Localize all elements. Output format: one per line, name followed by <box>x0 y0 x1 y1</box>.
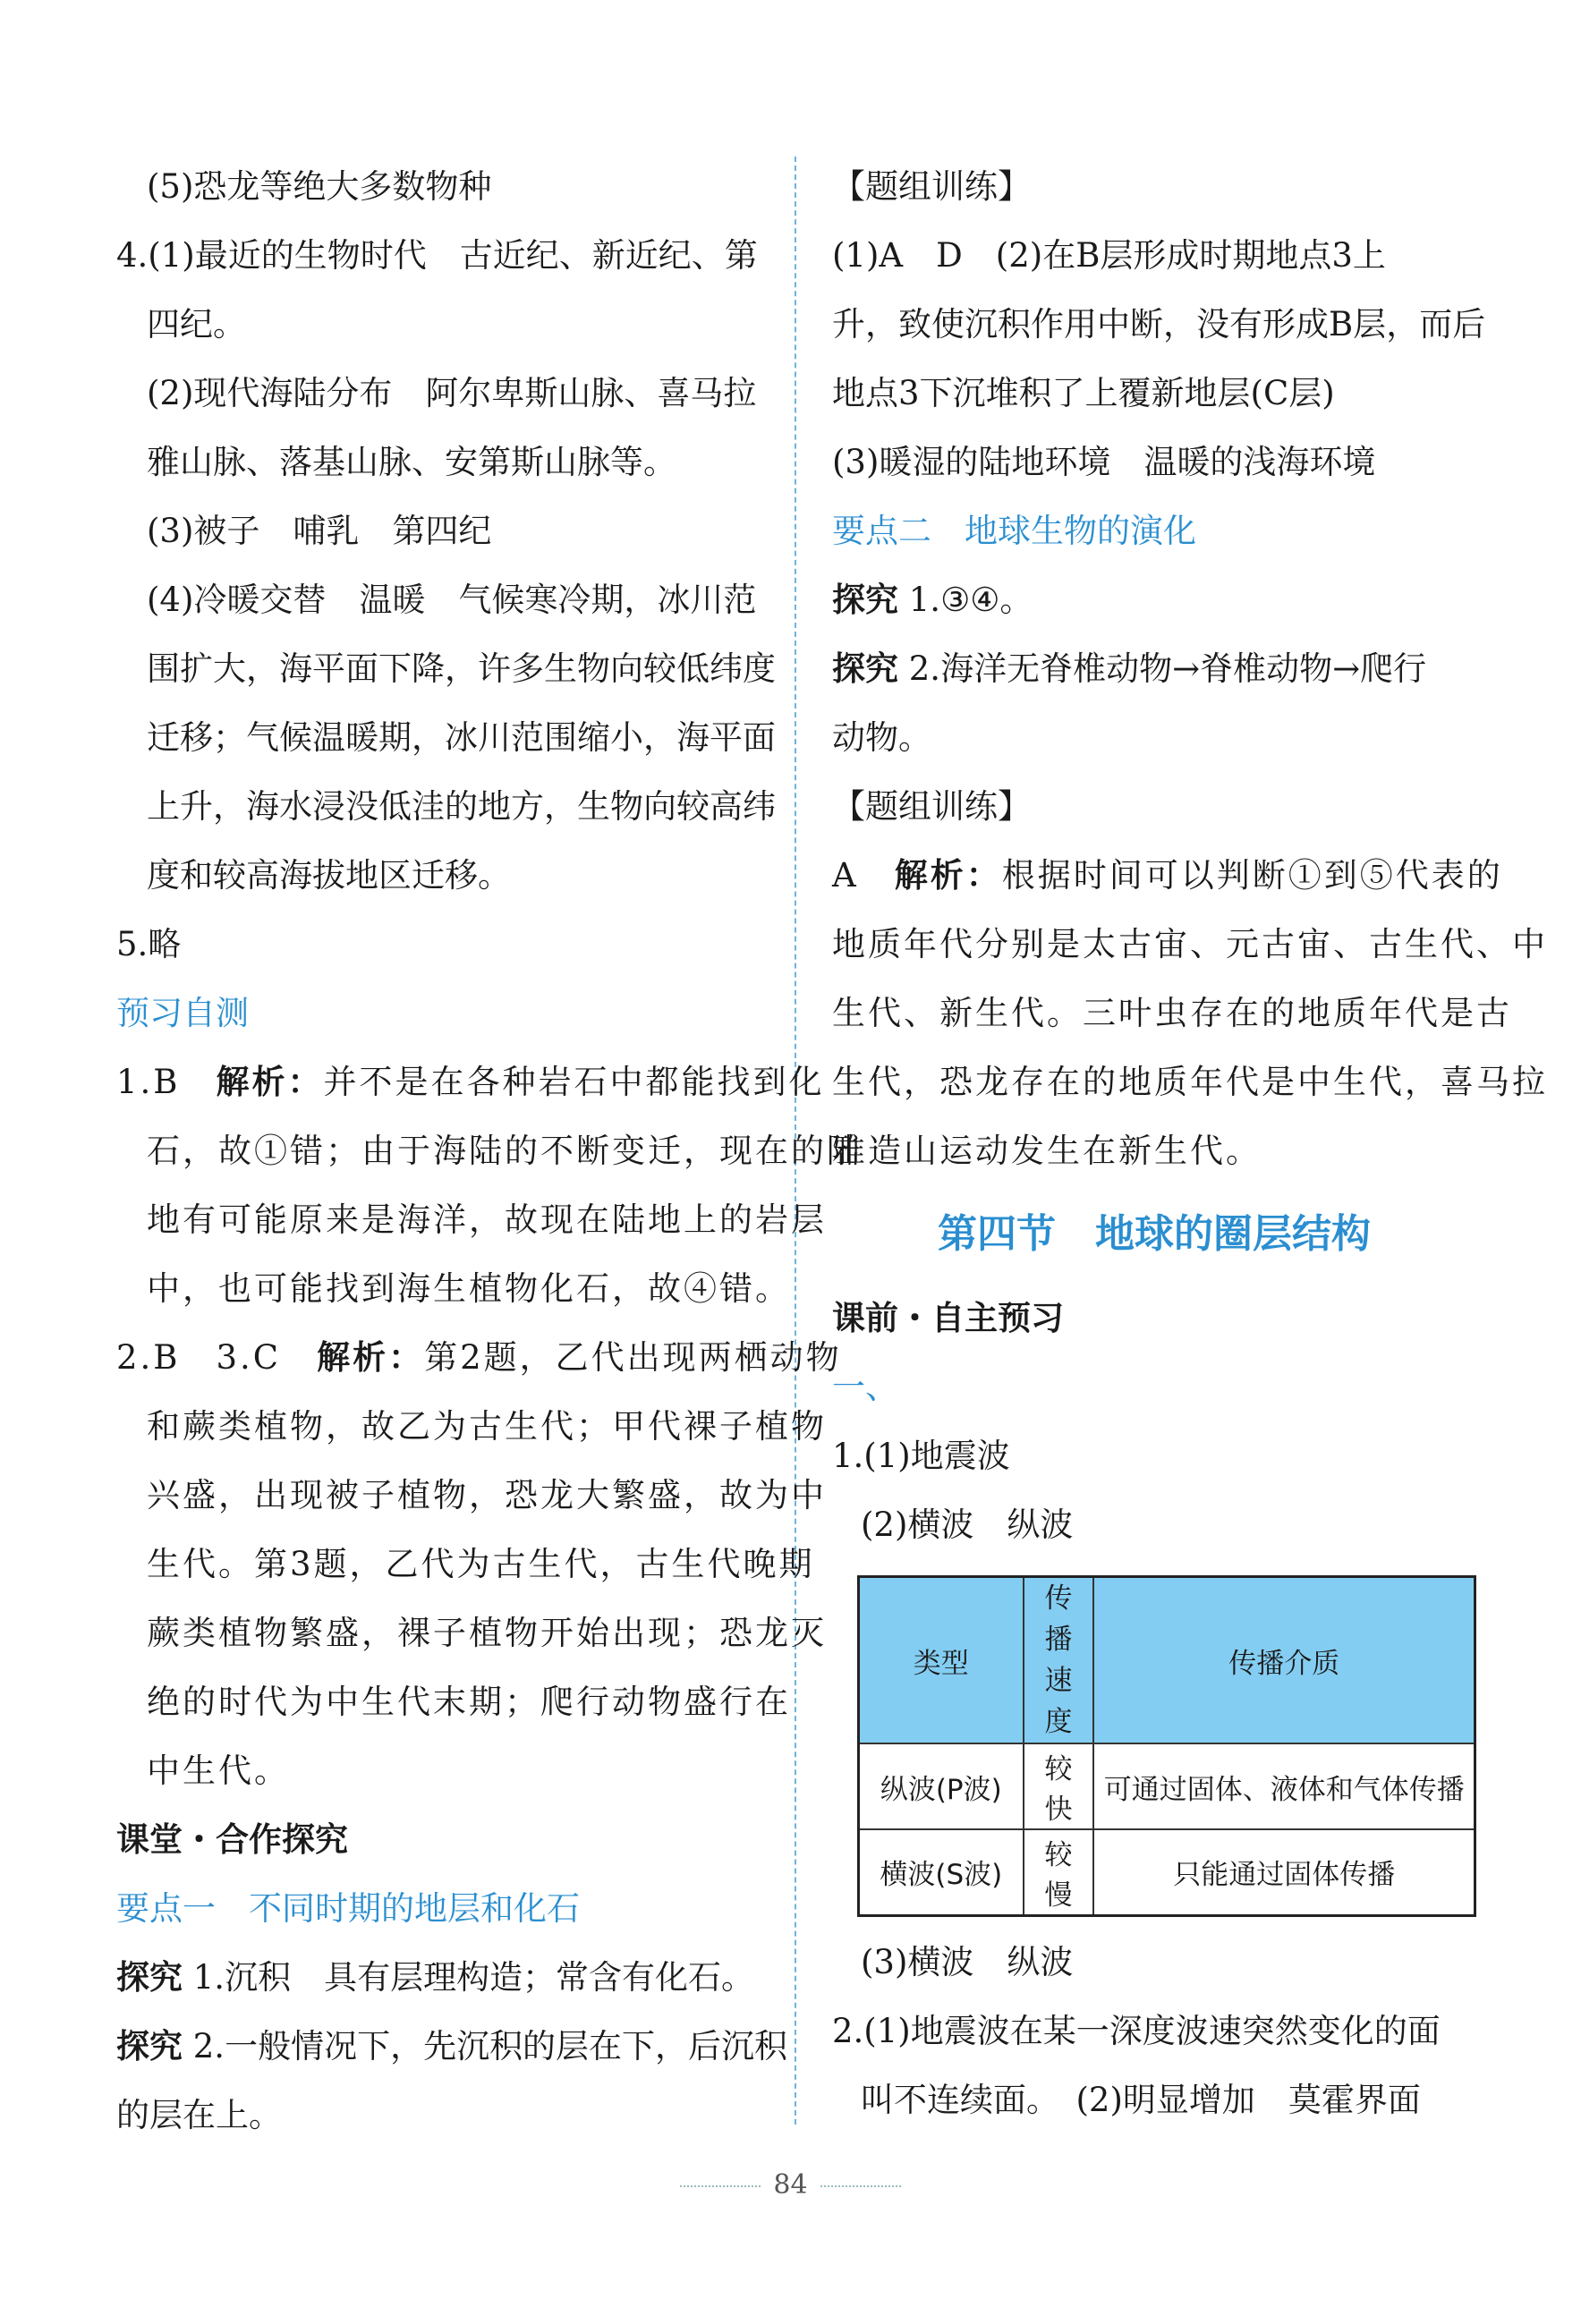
explore-line <box>832 565 1476 634</box>
answer-line: 地点3下沉堆积了上覆新地层(C层) <box>832 374 1335 412</box>
explore-line <box>832 634 1476 703</box>
answer-line: 蕨类植物繁盛，裸子植物开始出现；恐龙灭 <box>147 1614 827 1652</box>
table-row <box>859 1743 1475 1829</box>
answer-key: 1.B <box>116 1063 217 1101</box>
cell-type: 横波(S波) <box>859 1829 1024 1915</box>
explore-text: 2.一般情况下，先沉积的层在下，后沉积 <box>183 2027 788 2065</box>
header-speed: 传播 速度 <box>1024 1577 1094 1744</box>
explore-line: 的层在上。 <box>116 2096 282 2134</box>
group-training-heading: 【题组训练】 <box>832 787 1031 826</box>
analysis-label: 解析： <box>216 1063 324 1101</box>
group-training-heading: 【题组训练】 <box>832 167 1031 206</box>
answer-line <box>832 841 1503 910</box>
answer-line: (4)冷暖交替 温暖 气候寒冷期，冰川范 <box>147 581 757 619</box>
answer-line: 升，致使沉积作用中断，没有形成B层，而后 <box>832 305 1486 344</box>
answer-line: 雅山脉、落基山脉、安第斯山脉等。 <box>147 443 676 481</box>
answer-line: (5)恐龙等绝大多数物种 <box>147 167 492 206</box>
answer-line: 2.(1)地震波在某一深度波速突然变化的面 <box>832 2011 1441 2050</box>
seismic-wave-table <box>857 1575 1476 1917</box>
class-heading: 课堂・合作探究 <box>116 1820 348 1859</box>
cell-medium: 只能通过固体传播 <box>1093 1829 1475 1915</box>
right-column <box>832 152 1548 2134</box>
answer-line: 度和较高海拔地区迁移。 <box>147 856 511 895</box>
header-type: 类型 <box>859 1577 1024 1744</box>
answer-line: 绝的时代为中生代末期；爬行动物盛行在 <box>147 1683 791 1721</box>
explore-label: 探究 <box>116 2027 183 2065</box>
analysis-label: 解析： <box>894 856 1002 895</box>
answer-key: A <box>832 856 895 895</box>
analysis-text: 第2题，乙代出现两栖动物 <box>424 1338 842 1377</box>
answer-line: 中生代。 <box>147 1751 290 1790</box>
answer-line <box>116 1323 842 1392</box>
page-number <box>0 2169 1581 2201</box>
point2-heading: 要点二 地球生物的演化 <box>832 512 1196 550</box>
table-row <box>859 1829 1475 1915</box>
part-one-heading: 一、 <box>832 1368 898 1406</box>
page-number-text: 84 <box>773 2169 808 2201</box>
table-header-row <box>859 1577 1475 1744</box>
answer-line: 叫不连续面。 (2)明显增加 莫霍界面 <box>861 2080 1421 2119</box>
analysis-text: 根据时间可以判断①到⑤代表的 <box>1001 856 1503 895</box>
answer-line: 1.(1)地震波 <box>832 1437 1010 1475</box>
answer-line: (1)A D (2)在B层形成时期地点3上 <box>832 236 1386 275</box>
left-column <box>116 152 863 2150</box>
dotted-rule <box>820 2185 901 2187</box>
answer-line: 四纪。 <box>147 305 246 344</box>
answer-line: 上升，海水浸没低洼的地方，生物向较高纬 <box>147 787 776 826</box>
answer-line: 5.略 <box>116 925 182 963</box>
explore-text: 1.③④。 <box>898 581 1033 619</box>
answer-line: (3)暖湿的陆地环境 温暖的浅海环境 <box>832 443 1376 481</box>
cell-speed: 较慢 <box>1024 1829 1094 1915</box>
header-medium: 传播介质 <box>1093 1577 1475 1744</box>
pre-class-heading: 课前・自主预习 <box>832 1299 1064 1337</box>
cell-speed: 较快 <box>1024 1743 1094 1829</box>
preview-heading: 预习自测 <box>116 994 249 1032</box>
cell-type: 纵波(P波) <box>859 1743 1024 1829</box>
answer-line: 生代。第3题，乙代为古生代，古生代晚期 <box>147 1545 815 1583</box>
answer-line: 生代，恐龙存在的地质年代是中生代，喜马拉 <box>832 1063 1548 1101</box>
answer-line: 4.(1)最近的生物时代 古近纪、新近纪、第 <box>116 236 758 275</box>
answer-line: (3)横波 纵波 <box>861 1942 1074 1981</box>
answer-line: (2)横波 纵波 <box>861 1506 1074 1544</box>
point1-heading: 要点一 不同时期的地层和化石 <box>116 1889 580 1928</box>
answer-key: 2.B 3.C <box>116 1338 318 1377</box>
dotted-rule <box>680 2185 761 2187</box>
answer-line: 和蕨类植物，故乙为古生代；甲代裸子植物 <box>147 1407 827 1446</box>
answer-line: (2)现代海陆分布 阿尔卑斯山脉、喜马拉 <box>147 374 757 412</box>
answer-line: 中，也可能找到海生植物化石，故④错。 <box>147 1269 791 1308</box>
answer-line: 围扩大，海平面下降，许多生物向较低纬度 <box>147 649 776 688</box>
analysis-label: 解析： <box>317 1338 425 1377</box>
explore-label: 探究 <box>116 1958 183 1997</box>
answer-line: 生代、新生代。三叶虫存在的地质年代是古 <box>832 994 1512 1032</box>
answer-line: 兴盛，出现被子植物，恐龙大繁盛，故为中 <box>147 1476 827 1514</box>
explore-line <box>116 1943 769 2012</box>
answer-line: 石，故①错；由于海陆的不断变迁，现在的陆 <box>147 1132 863 1170</box>
answer-line: 地有可能原来是海洋，故现在陆地上的岩层 <box>147 1200 827 1239</box>
answer-line: 地质年代分别是太古宙、元古宙、古生代、中 <box>832 925 1548 963</box>
answer-line <box>116 1047 825 1116</box>
explore-line: 动物。 <box>832 718 931 757</box>
explore-line <box>116 2012 788 2081</box>
answer-line: 雅造山运动发生在新生代。 <box>832 1132 1262 1170</box>
explore-text: 1.沉积 具有层理构造；常含有化石。 <box>183 1958 755 1997</box>
explore-label: 探究 <box>832 581 898 619</box>
section-title: 第四节 地球的圈层结构 <box>938 1211 1371 1257</box>
analysis-text: 并不是在各种岩石中都能找到化 <box>323 1063 825 1101</box>
cell-medium: 可通过固体、液体和气体传播 <box>1093 1743 1475 1829</box>
answer-line: (3)被子 哺乳 第四纪 <box>147 512 492 550</box>
explore-text: 2.海洋无脊椎动物→脊椎动物→爬行 <box>898 649 1427 688</box>
answer-line: 迁移；气候温暖期，冰川范围缩小，海平面 <box>147 718 776 757</box>
explore-label: 探究 <box>832 649 898 688</box>
